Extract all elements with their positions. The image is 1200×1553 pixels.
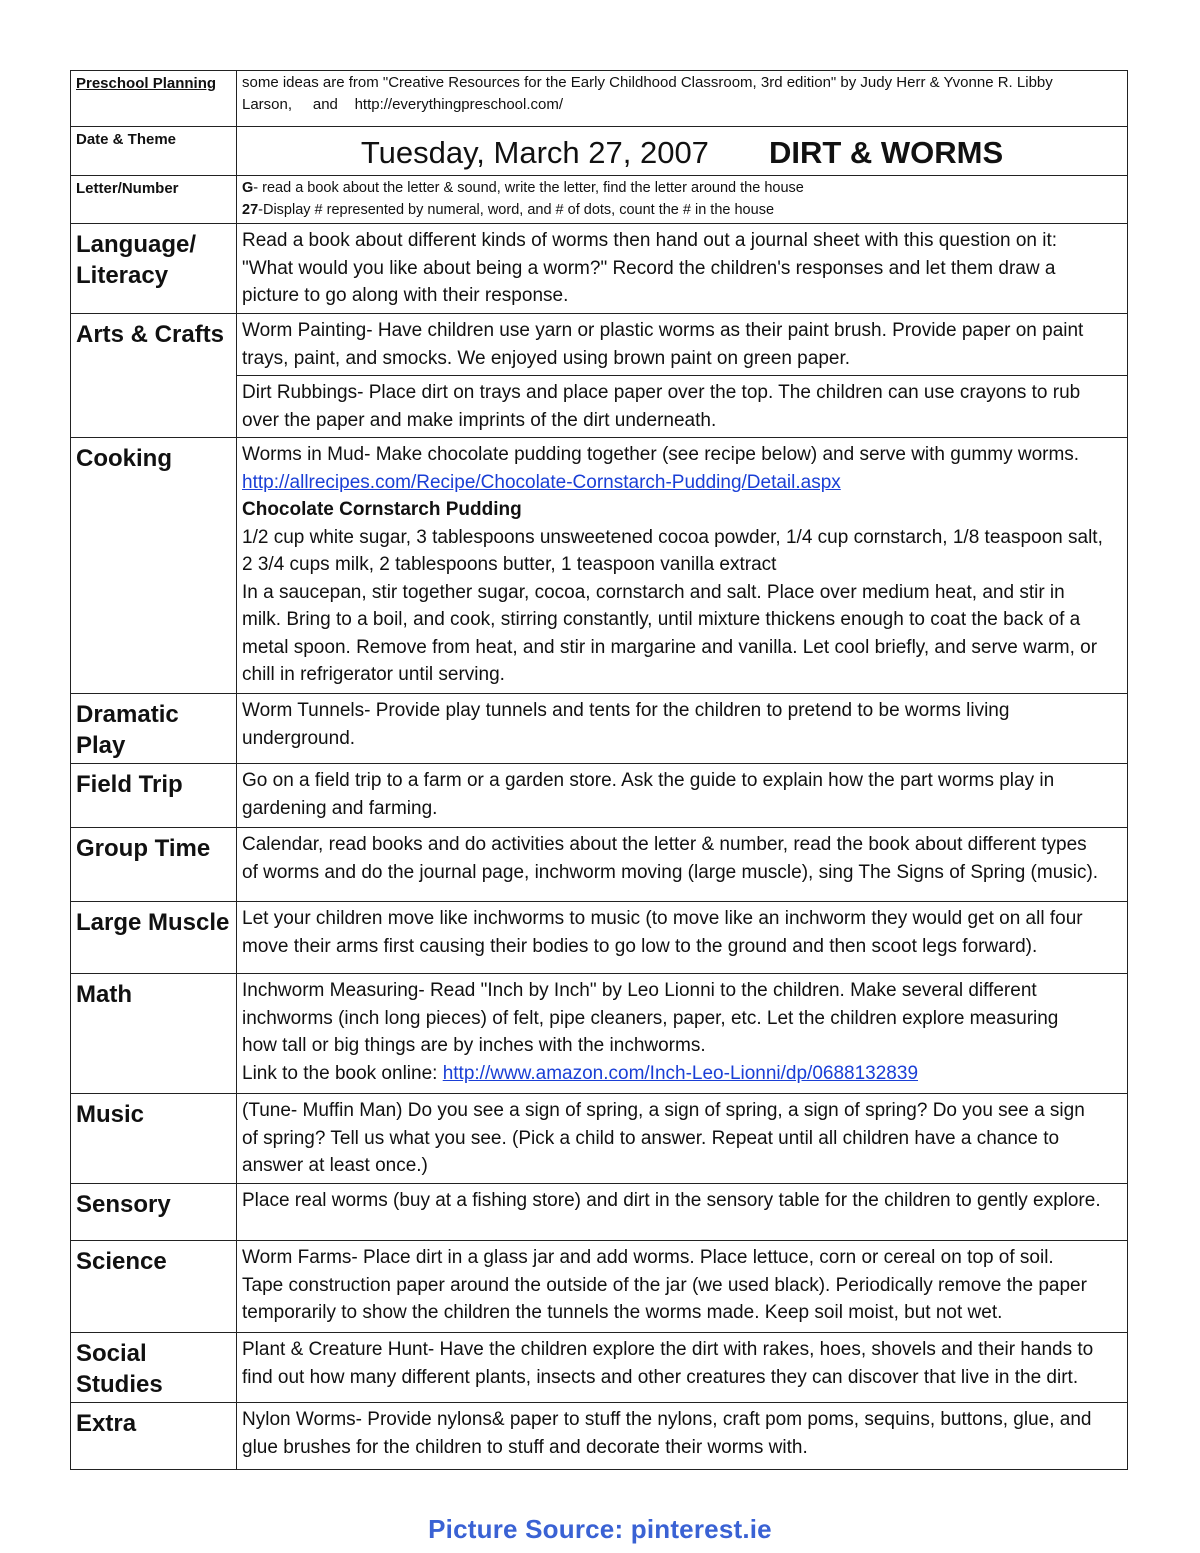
planning-text-cell [237,71,1128,127]
arts-line: over the paper and make imprints of the dirt underneath. [242,409,717,431]
arts-line: trays, paint, and smocks. We enjoyed using brown paint on green paper. [242,347,851,369]
field-trip-row [71,764,1128,828]
date-theme-cell [237,127,1128,176]
directions-line: In a saucepan, stir together sugar, cocoa, cornstarch and salt. Place over medium heat, and stir in [242,581,1065,603]
social-line: Plant & Creature Hunt- Have the children explore the dirt with rakes, hoes, shovels and their hands to [242,1339,1094,1360]
social-label-cell [71,1333,237,1403]
music-line: answer at least once.) [242,1155,428,1176]
extra-content [237,1403,1128,1470]
cooking-label-cell [71,438,237,694]
planning-text-line: some ideas are from "Creative Resources for the Early Childhood Classroom, 3rd edition" by Judy Herr & Yvonne R. Libby [242,74,1053,91]
extra-line: glue brushes for the children to stuff and decorate their worms with. [242,1436,808,1458]
cooking-intro: Worms in Mud- Make chocolate pudding together (see recipe below) and serve with gummy worms. [242,444,1080,465]
dramatic-label-cell [71,694,237,764]
lesson-plan-table [70,70,1128,1470]
literacy-label: Literacy [76,262,169,289]
large-muscle-row [71,902,1128,974]
letter-label: Letter/Number [76,180,179,197]
number-text: -Display # represented by numeral, word, and # of dots, count the # in the house [258,202,775,218]
language-line: picture to go along with their response. [242,285,569,306]
science-line: Worm Farms- Place dirt in a glass jar and add worms. Place lettuce, corn or cereal on top of soil. [242,1247,1054,1268]
recipe-link[interactable]: http://allrecipes.com/Recipe/Chocolate-Cornstarch-Pudding/Detail.aspx [242,471,841,493]
date-text: Tuesday, March 27, 2007 [360,135,709,170]
science-content [237,1241,1128,1333]
music-line: (Tune- Muffin Man) Do you see a sign of spring, a sign of spring, a sign of spring? Do you see a sign [242,1100,1085,1121]
large-muscle-line: Let your children move like inchworms to music (to move like an inchworm they would get on all four [242,908,1083,929]
arts-label: Arts & Crafts [76,321,225,348]
science-label-cell [71,1241,237,1333]
math-line: Inchworm Measuring- Read "Inch by Inch" by Leo Lionni to the children. Make several different [242,980,1037,1001]
math-row [71,974,1128,1094]
cooking-label: Cooking [76,445,172,472]
directions-line: metal spoon. Remove from heat, and stir in margarine and vanilla. Let cool briefly, and serve warm, or [242,636,1098,658]
extra-row [71,1403,1128,1470]
math-label-cell [71,974,237,1094]
planning-label: Preschool Planning [76,75,217,92]
arts-label-cell [71,314,237,438]
field-trip-line: Go on a field trip to a farm or a garden store. Ask the guide to explain how the part worms play in [242,770,1055,791]
math-content [237,974,1128,1094]
social-content [237,1333,1128,1403]
letter-number-row [71,176,1128,224]
group-time-label: Group Time [76,835,211,862]
arts-row [71,314,1128,376]
ingredients-line: 2 3/4 cups milk, 2 tablespoons butter, 1 teaspoon vanilla extract [242,554,777,575]
dramatic-label: Dramatic Play [76,701,179,759]
music-row [71,1094,1128,1184]
cooking-content [237,438,1128,694]
extra-label: Extra [76,1410,137,1437]
date-label: Date & Theme [76,131,177,148]
math-link-line [242,1060,1122,1088]
ingredients-line: 1/2 cup white sugar, 3 tablespoons unsweetened cocoa powder, 1/4 cup cornstarch, 1/8 teaspoon salt, [242,526,1103,548]
recipe-title: Chocolate Cornstarch Pudding [242,499,522,520]
music-label: Music [76,1101,145,1128]
field-trip-content [237,764,1128,828]
dramatic-row [71,694,1128,764]
language-label-cell [71,224,237,314]
group-time-content [237,828,1128,902]
group-time-line: Calendar, read books and do activities about the letter & number, read the book about different types [242,834,1087,855]
date-theme-row [71,127,1128,176]
group-time-row [71,828,1128,902]
science-label: Science [76,1248,167,1275]
dramatic-line: underground. [242,727,356,749]
math-link-prefix: Link to the book online: [242,1062,443,1084]
group-time-line: of worms and do the journal page, inchworm moving (large muscle), sing The Signs of Spring (music). [242,861,1099,883]
dramatic-content [237,694,1128,764]
science-row [71,1241,1128,1333]
sensory-content [237,1184,1128,1241]
social-label: Social Studies [76,1340,163,1398]
letter-number-cell [237,176,1128,224]
planning-row [71,71,1128,127]
music-content [237,1094,1128,1184]
dramatic-line: Worm Tunnels- Provide play tunnels and tents for the children to pretend to be worms living [242,700,1010,721]
large-muscle-line: move their arms first causing their bodies to go low to the ground and then scoot legs forward). [242,935,1038,957]
arts-line: Dirt Rubbings- Place dirt on trays and place paper over the top. The children can use crayons to rub [242,382,1081,403]
number-key: 27 [242,202,259,218]
large-muscle-label: Large Muscle [76,909,230,936]
language-line: "What would you like about being a worm?" Record the children's responses and let them draw a [242,257,1056,279]
number-line [242,199,1122,221]
large-muscle-content [237,902,1128,974]
sensory-label: Sensory [76,1191,171,1218]
music-label-cell [71,1094,237,1184]
book-link[interactable]: http://www.amazon.com/Inch-Leo-Lionni/dp/0688132839 [442,1062,919,1084]
letter-label-cell [71,176,237,224]
letter-key: G [242,180,254,196]
letter-text: - read a book about the letter & sound, write the letter, find the letter around the house [253,180,804,196]
sensory-label-cell [71,1184,237,1241]
arts-line: Worm Painting- Have children use yarn or plastic worms as their paint brush. Provide paper on paint [242,320,1084,341]
date-label-cell [71,127,237,176]
language-line: Read a book about different kinds of worms then hand out a journal sheet with this question on it: [242,230,1058,251]
math-label: Math [76,981,132,1008]
worm-painting-content [237,314,1128,376]
language-row [71,224,1128,314]
music-line: of spring? Tell us what you see. (Pick a child to answer. Repeat until all children have a chance to [242,1127,1060,1149]
directions-line: chill in refrigerator until serving. [242,664,505,685]
large-muscle-label-cell [71,902,237,974]
recipe-link-line [242,469,1122,497]
language-label: Language/ [76,231,197,258]
field-trip-label: Field Trip [76,771,183,798]
science-line: temporarily to show the children the tunnels the worms made. Keep soil moist, but not wet. [242,1302,1003,1323]
social-row [71,1333,1128,1403]
language-content [237,224,1128,314]
science-line: Tape construction paper around the outside of the jar (we used black). Periodically remove the paper [242,1274,1087,1296]
field-trip-label-cell [71,764,237,828]
math-line: how tall or big things are by inches with the inchworms. [242,1035,706,1056]
extra-label-cell [71,1403,237,1470]
letter-line [242,177,1122,199]
planning-text-line: Larson, and http://everythingpreschool.com/ [242,96,564,113]
planning-label-cell [71,71,237,127]
sensory-row [71,1184,1128,1241]
sensory-line: Place real worms (buy at a fishing store) and dirt in the sensory table for the children to gently explore. [242,1190,1101,1211]
theme-title: DIRT & WORMS [768,135,1004,170]
math-line: inchworms (inch long pieces) of felt, pipe cleaners, paper, etc. Let the children explore measuring [242,1007,1059,1029]
extra-line: Nylon Worms- Provide nylons& paper to stuff the nylons, craft pom poms, sequins, buttons, glue, and [242,1409,1092,1430]
social-line: find out how many different plants, insects and other creatures they can discover that live in the dirt. [242,1366,1079,1388]
picture-source-caption: Picture Source: pinterest.ie [428,1514,772,1544]
field-trip-line: gardening and farming. [242,797,438,819]
group-time-label-cell [71,828,237,902]
dirt-rubbings-content [237,376,1128,438]
directions-line: milk. Bring to a boil, and cook, stirring constantly, until mixture thickens enough to coat the back of a [242,609,1081,630]
cooking-row [71,438,1128,694]
